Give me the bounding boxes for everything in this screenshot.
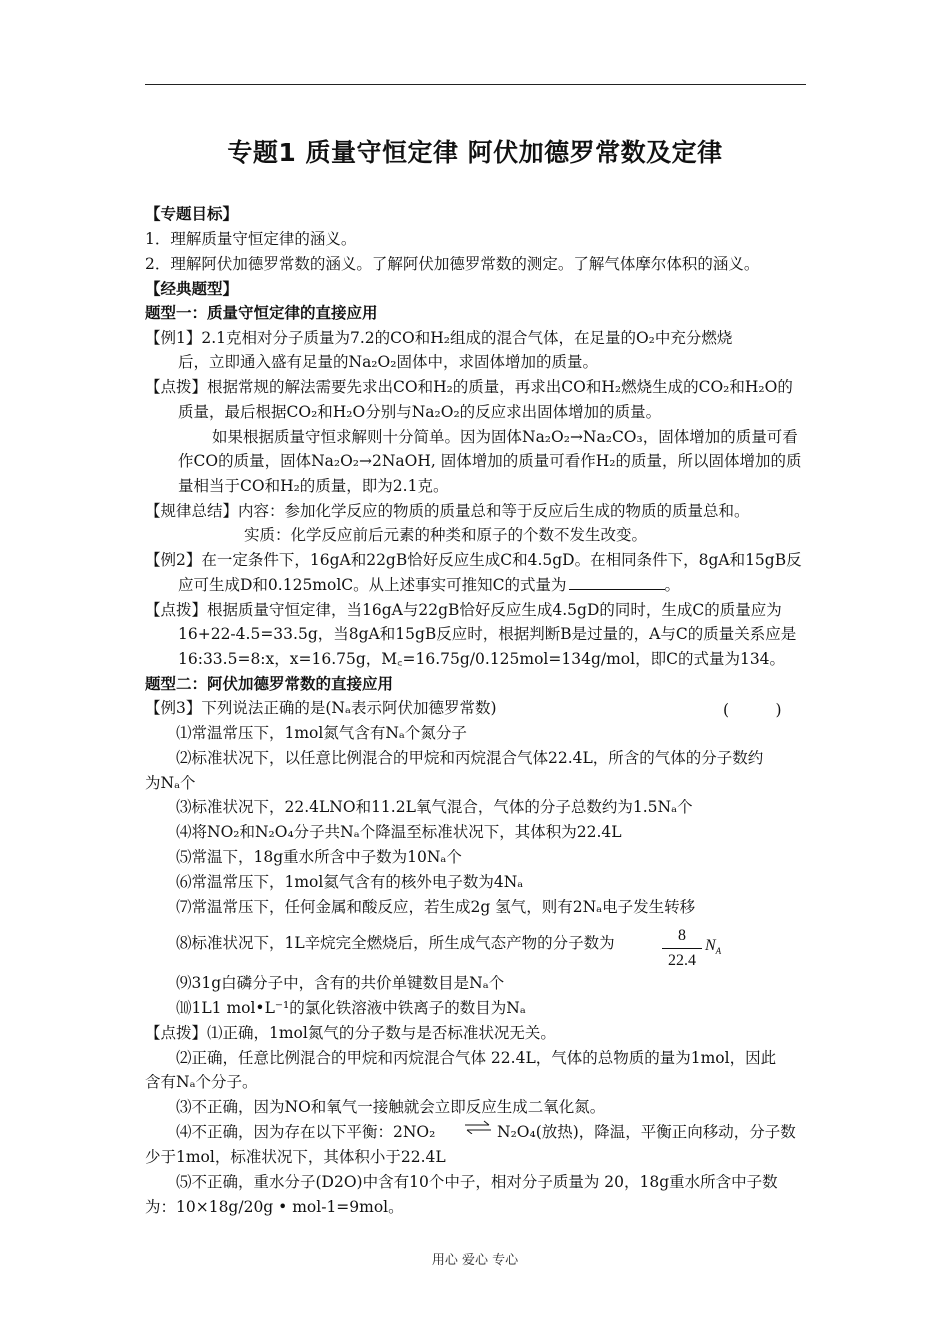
hint-2-line-2: 16+22-4.5=33.5g，当8gA和15gB反应时，根据判断B是过量的，A与C的质量关系应是	[178, 625, 797, 643]
goal-item-2: 2．理解阿伏加德罗常数的涵义。了解阿伏加德罗常数的测定。了解气体摩尔体积的涵义。	[145, 255, 760, 273]
hint-1-line-2: 质量，最后根据CO₂和H₂O分别与Na₂O₂的反应求出固体增加的质量。	[178, 403, 662, 421]
hint-1-line-4: 作CO的质量，固体Na₂O₂→2NaOH, 固体增加的质量可看作H₂的质量，所以固体增加的质	[178, 452, 802, 470]
section-heading-types: 【经典题型】	[145, 280, 239, 298]
type-two-heading: 题型二：阿伏加德罗常数的直接应用	[145, 675, 394, 693]
option-8: ⑻标准状况下，1L辛烷完全燃烧后，所生成气态产物的分子数为	[176, 934, 615, 952]
hint-3-item-4-start: ⑷不正确，因为存在以下平衡：2NO₂	[176, 1123, 436, 1141]
hint-2-line-1: 【点拨】根据质量守恒定律，当16gA与22gB恰好反应生成4.5gD的同时，生成C的质量应为	[145, 601, 782, 619]
example-2-line-1: 【例2】在一定条件下，16gA和22gB恰好反应生成C和4.5gD。在相同条件下，8gA和15gB反	[145, 551, 802, 569]
page-footer: 用心 爱心 专心	[431, 1253, 519, 1268]
page-title: 专题1 质量守恒定律 阿伏加德罗常数及定律	[227, 138, 723, 167]
fraction-8-over-22-4	[662, 926, 702, 971]
rule-summary-essence: 实质：化学反应前后元素的种类和原子的个数不发生改变。	[244, 526, 648, 544]
fraction-bar	[662, 948, 702, 949]
hint-3-item-2-line-2: 含有Nₐ个分子。	[145, 1073, 258, 1091]
example-3-stem: 【例3】下列说法正确的是(Nₐ表示阿伏加德罗常数)	[145, 699, 497, 717]
avogadro-n: N	[705, 937, 716, 954]
option-6: ⑹常温常压下，1mol氦气含有的核外电子数为4Nₐ	[176, 873, 524, 891]
header-rule	[145, 84, 806, 85]
hint-3-item-1: 【点拨】⑴正确，1mol氮气的分子数与是否标准状况无关。	[145, 1024, 556, 1042]
option-5: ⑸常温下，18g重水所含中子数为10Nₐ个	[176, 848, 462, 866]
example-1-line-2: 后，立即通入盛有足量的Na₂O₂固体中，求固体增加的质量。	[178, 353, 598, 371]
fraction-numerator: 8	[678, 927, 686, 944]
option-7: ⑺常温常压下，任何金属和酸反应，若生成2g 氢气，则有2Nₐ电子发生转移	[176, 898, 696, 916]
option-9: ⑼31g白磷分子中，含有的共价单键数目是Nₐ个	[176, 974, 505, 992]
option-1: ⑴常温常压下，1mol氮气含有Nₐ个氮分子	[176, 724, 467, 742]
hint-3-item-5-line-1: ⑸不正确，重水分子(D2O)中含有10个中子，相对分子质量为 20，18g重水所含中子数	[176, 1173, 778, 1191]
hint-3-item-4-end: N₂O₄(放热)，降温，平衡正向移动，分子数	[497, 1123, 796, 1141]
type-one-heading: 题型一：质量守恒定律的直接应用	[145, 304, 378, 322]
hint-1-line-3: 如果根据质量守恒求解则十分简单。因为固体Na₂O₂→Na₂CO₃，固体增加的质量可看	[212, 428, 798, 446]
avogadro-symbol	[705, 937, 721, 956]
example-2-period: 。	[664, 576, 681, 594]
section-heading-goals: 【专题目标】	[145, 205, 239, 223]
example-2-text: 应可生成D和0.125molC。从上述事实可推知C的式量为	[178, 576, 567, 594]
option-10: ⑽1L1 mol•L⁻¹的氯化铁溶液中铁离子的数目为Nₐ	[176, 999, 526, 1017]
avogadro-subscript: A	[715, 946, 722, 957]
hint-3-item-2-line-1: ⑵正确，任意比例混合的甲烷和丙烷混合气体 22.4L，气体的总物质的量为1mol，因此	[176, 1049, 777, 1067]
rule-summary-content: 【规律总结】内容：参加化学反应的物质的质量总和等于反应后生成的物质的质量总和。	[145, 502, 750, 520]
hint-1-line-1: 【点拨】根据常规的解法需要先求出CO和H₂的质量，再求出CO和H₂燃烧生成的CO₂和H₂O的	[145, 378, 793, 396]
hint-3-item-5-line-2: 为：10×18g/20g • mol-1=9mol。	[145, 1198, 404, 1216]
example-2-line-2	[178, 575, 680, 595]
hint-3-item-3: ⑶不正确，因为NO和氧气一接触就会立即反应生成二氧化氮。	[176, 1098, 606, 1116]
option-2-line-2: 为Nₐ个	[145, 774, 196, 792]
answer-parentheses: ( )	[723, 701, 782, 719]
option-2-line-1: ⑵标准状况下，以任意比例混合的甲烷和丙烷混合气体22.4L，所含的气体的分子数约	[176, 749, 764, 767]
hint-1-line-5: 量相当于CO和H₂的质量，即为2.1克。	[178, 477, 449, 495]
hint-3-item-4-line-2: 少于1mol，标准状况下，其体积小于22.4L	[145, 1148, 446, 1166]
hint-2-line-3: 16:33.5=8:x，x=16.75g，M꜀=16.75g/0.125mol=134g/mol，即C的式量为134。	[178, 650, 786, 668]
fraction-denominator: 22.4	[668, 952, 696, 969]
goal-item-1: 1．理解质量守恒定律的涵义。	[145, 230, 357, 248]
equilibrium-arrow-icon	[463, 1120, 493, 1134]
answer-blank	[569, 575, 665, 590]
example-1-line-1: 【例1】2.1克相对分子质量为7.2的CO和H₂组成的混合气体，在足量的O₂中充分燃烧	[145, 329, 733, 347]
option-3: ⑶标准状况下，22.4LNO和11.2L氧气混合，气体的分子总数约为1.5Nₐ个	[176, 798, 693, 816]
option-4: ⑷将NO₂和N₂O₄分子共Nₐ个降温至标准状况下，其体积为22.4L	[176, 823, 622, 841]
